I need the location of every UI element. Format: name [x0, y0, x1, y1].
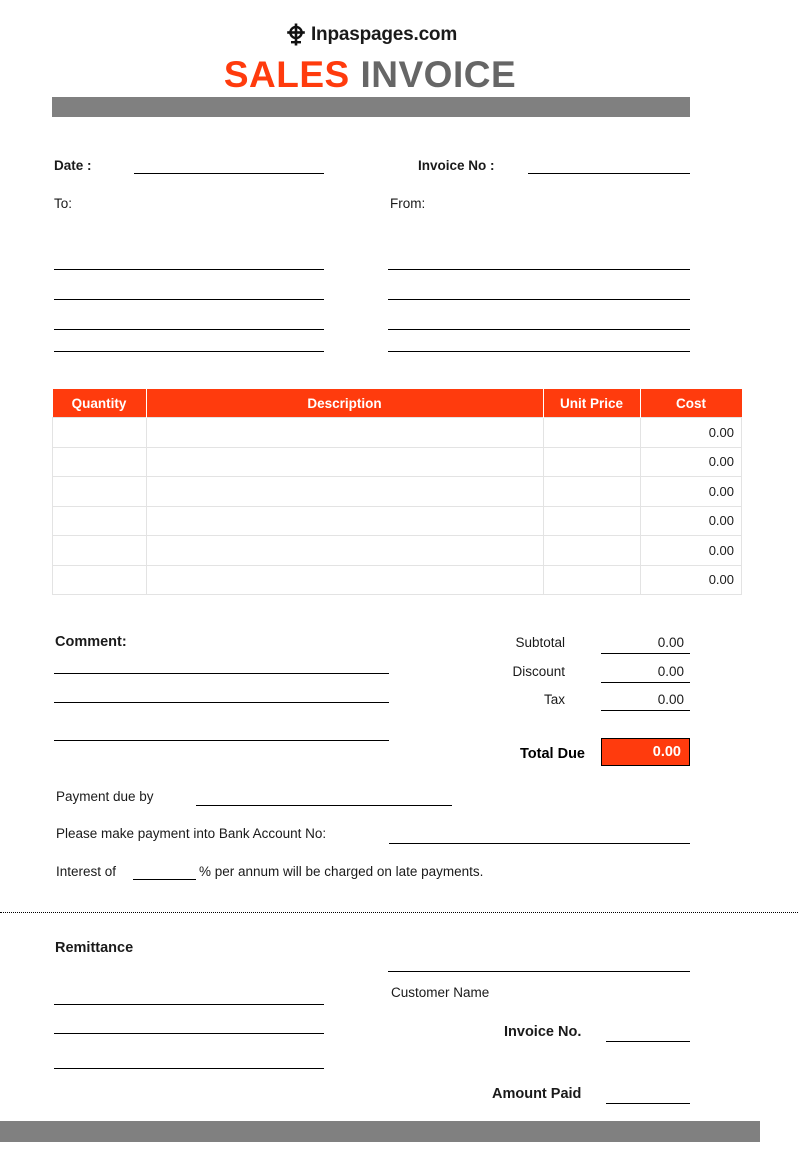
to-label: To: — [54, 196, 73, 211]
table-row — [53, 447, 742, 477]
cell-cost[interactable]: 0.00 — [640, 536, 742, 566]
brand-header — [0, 22, 740, 48]
comment-line-2[interactable] — [54, 702, 389, 703]
from-address-line-3[interactable] — [388, 329, 690, 330]
table-header-row — [53, 389, 742, 418]
interest-prefix-label: Interest of — [56, 864, 117, 879]
payment-due-by-label: Payment due by — [56, 789, 154, 804]
subtotal-label: Subtotal — [515, 635, 565, 650]
to-address-line-4[interactable] — [54, 351, 324, 352]
cell-cost[interactable]: 0.00 — [640, 447, 742, 477]
table-row — [53, 477, 742, 507]
remittance-line-1[interactable] — [54, 1004, 324, 1005]
table-row — [53, 506, 742, 536]
discount-value[interactable]: 0.00 — [657, 664, 684, 679]
from-address-line-2[interactable] — [388, 299, 690, 300]
tax-value[interactable]: 0.00 — [657, 692, 684, 707]
bank-account-label: Please make payment into Bank Account No: — [56, 826, 327, 841]
cell-quantity[interactable] — [53, 418, 147, 448]
from-label: From: — [390, 196, 426, 211]
cell-unit-price[interactable] — [543, 418, 640, 448]
cell-cost[interactable]: 0.00 — [640, 418, 742, 448]
discount-rule — [601, 682, 690, 683]
comment-label: Comment: — [55, 634, 127, 650]
from-address-line-1[interactable] — [388, 269, 690, 270]
remittance-divider — [0, 912, 798, 913]
cell-description[interactable] — [146, 536, 543, 566]
column-header-quantity: Quantity — [53, 389, 147, 418]
subtotal-value[interactable]: 0.00 — [657, 635, 684, 650]
discount-label: Discount — [512, 664, 565, 679]
total-due-value[interactable]: 0.00 — [601, 738, 690, 766]
page-title — [0, 54, 740, 96]
cell-cost[interactable]: 0.00 — [640, 506, 742, 536]
cell-description[interactable] — [146, 565, 543, 595]
payment-due-by-input[interactable] — [196, 805, 452, 806]
cell-quantity[interactable] — [53, 565, 147, 595]
to-address-line-2[interactable] — [54, 299, 324, 300]
footer-grey-bar — [0, 1121, 760, 1142]
customer-name-label: Customer Name — [391, 985, 490, 1000]
to-address-line-3[interactable] — [54, 329, 324, 330]
cell-cost[interactable]: 0.00 — [640, 565, 742, 595]
amount-paid-input[interactable] — [606, 1103, 690, 1104]
table-row — [53, 565, 742, 595]
customer-name-input[interactable] — [388, 971, 690, 972]
column-header-description: Description — [146, 389, 543, 418]
total-due-label: Total Due — [520, 746, 585, 762]
title-word-sales: SALES — [223, 54, 350, 95]
cell-unit-price[interactable] — [543, 477, 640, 507]
comment-line-3[interactable] — [54, 740, 389, 741]
header-grey-bar — [52, 97, 690, 117]
cell-description[interactable] — [146, 477, 543, 507]
remittance-line-2[interactable] — [54, 1033, 324, 1034]
to-address-line-1[interactable] — [54, 269, 324, 270]
celtic-cross-icon — [283, 22, 309, 48]
invoice-no-input[interactable] — [528, 173, 690, 174]
cell-quantity[interactable] — [53, 506, 147, 536]
cell-quantity[interactable] — [53, 536, 147, 566]
cell-unit-price[interactable] — [543, 447, 640, 477]
interest-suffix-label: % per annum will be charged on late payments. — [199, 864, 484, 879]
date-input[interactable] — [134, 173, 324, 174]
column-header-cost: Cost — [640, 389, 742, 418]
table-row — [53, 536, 742, 566]
cell-quantity[interactable] — [53, 447, 147, 477]
cell-description[interactable] — [146, 418, 543, 448]
tax-rule — [601, 710, 690, 711]
cell-cost[interactable]: 0.00 — [640, 477, 742, 507]
remittance-line-3[interactable] — [54, 1068, 324, 1069]
table-row — [53, 418, 742, 448]
amount-paid-label: Amount Paid — [492, 1086, 582, 1102]
date-label: Date : — [54, 158, 92, 173]
brand-name: Inpaspages.com — [310, 24, 458, 45]
interest-rate-input[interactable] — [133, 879, 196, 880]
comment-line-1[interactable] — [54, 673, 389, 674]
remittance-invoice-no-input[interactable] — [606, 1041, 690, 1042]
column-header-unit-price: Unit Price — [543, 389, 640, 418]
remittance-invoice-no-label: Invoice No. — [504, 1024, 582, 1040]
tax-label: Tax — [543, 692, 565, 707]
from-address-line-4[interactable] — [388, 351, 690, 352]
line-items-table — [52, 389, 742, 595]
invoice-no-label: Invoice No : — [418, 158, 495, 173]
cell-description[interactable] — [146, 447, 543, 477]
cell-unit-price[interactable] — [543, 565, 640, 595]
cell-quantity[interactable] — [53, 477, 147, 507]
remittance-heading: Remittance — [55, 940, 134, 956]
table-body — [53, 418, 742, 595]
subtotal-rule — [601, 653, 690, 654]
title-word-invoice: INVOICE — [349, 54, 517, 95]
cell-unit-price[interactable] — [543, 536, 640, 566]
cell-description[interactable] — [146, 506, 543, 536]
bank-account-input[interactable] — [389, 843, 690, 844]
cell-unit-price[interactable] — [543, 506, 640, 536]
